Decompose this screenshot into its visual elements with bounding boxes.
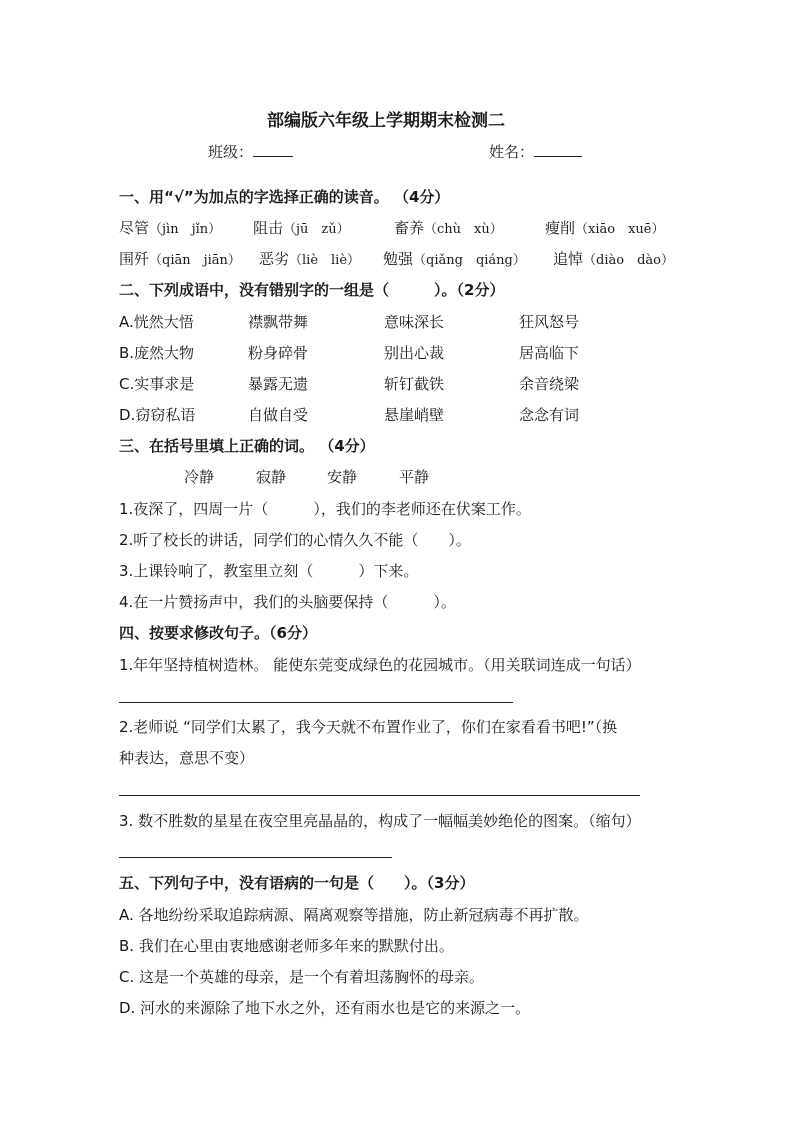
- section-5-heading: 五、下列句子中，没有语病的一句是（ ）。（3分）: [119, 874, 475, 892]
- pinyin-options[interactable]: （qiǎng qiáng）: [413, 253, 526, 268]
- pinyin-options[interactable]: （liè liè）: [289, 253, 361, 268]
- pinyin-item: [119, 217, 221, 238]
- pinyin-options[interactable]: （jìn jǐn）: [149, 222, 222, 237]
- answer-line-1[interactable]: [119, 702, 513, 703]
- name-blank[interactable]: [534, 156, 582, 157]
- word-choice: 平静: [399, 468, 430, 486]
- idiom-cell: 念念有词: [519, 406, 580, 424]
- pinyin-item: [259, 248, 360, 269]
- option-d[interactable]: D. 河水的来源除了地下水之外，还有雨水也是它的来源之一。: [119, 999, 531, 1017]
- idiom-cell[interactable]: B.庞然大物: [119, 344, 195, 362]
- pinyin-item: [119, 248, 241, 269]
- name-field: [489, 141, 582, 162]
- pinyin-options[interactable]: （jū zǔ）: [283, 222, 350, 237]
- idiom-cell: 襟飘带舞: [248, 313, 309, 331]
- rewrite-question-2: 2.老师说 “同学们太累了，我今天就不布置作业了，你们在家看看书吧!”（换: [119, 718, 618, 736]
- pinyin-item: [545, 217, 664, 238]
- pinyin-item: [253, 217, 350, 238]
- pinyin-options[interactable]: （diào dào）: [583, 253, 674, 268]
- option-b[interactable]: B. 我们在心里由衷地感谢老师多年来的默默付出。: [119, 937, 454, 955]
- idiom-cell: 别出心裁: [384, 344, 445, 362]
- pinyin-word: 勉强: [383, 250, 414, 268]
- class-field: [208, 141, 293, 162]
- idiom-cell: 暴露无遗: [248, 375, 309, 393]
- section-2-heading: 二、下列成语中，没有错别字的一组是（ ）。（2分）: [119, 281, 505, 299]
- idiom-cell: 粉身碎骨: [248, 344, 309, 362]
- fill-question-4[interactable]: 4.在一片赞扬声中，我们的头脑要保持（ ）。: [119, 593, 456, 611]
- idiom-cell: 狂风怒号: [519, 313, 580, 331]
- idiom-cell[interactable]: C.实事求是: [119, 375, 195, 393]
- section-4-heading: 四、按要求修改句子。（6分）: [119, 624, 317, 642]
- idiom-cell: 余音绕梁: [519, 375, 580, 393]
- pinyin-options[interactable]: （qiān jiān）: [149, 253, 241, 268]
- rewrite-question-2-cont: 种表达，意思不变）: [119, 749, 255, 767]
- pinyin-item: [383, 248, 526, 269]
- class-blank[interactable]: [253, 156, 293, 157]
- answer-line-3[interactable]: [119, 857, 392, 858]
- fill-question-1[interactable]: 1.夜深了，四周一片（ ），我们的李老师还在伏案工作。: [119, 500, 531, 518]
- idiom-cell: 自做自受: [248, 406, 309, 424]
- option-a[interactable]: A. 各地纷纷采取追踪病源、隔离观察等措施，防止新冠病毒不再扩散。: [119, 906, 589, 924]
- idiom-cell: 居高临下: [519, 344, 580, 362]
- pinyin-word: 追悼: [553, 250, 584, 268]
- idiom-cell: 斩钉截铁: [384, 375, 445, 393]
- pinyin-word: 瘦削: [545, 219, 576, 237]
- rewrite-question-1: 1.年年坚持植树造林。 能使东莞变成绿色的花园城市。（用关联词连成一句话）: [119, 656, 641, 674]
- page-title: 部编版六年级上学期期末检测二: [267, 111, 505, 131]
- pinyin-word: 阻击: [253, 219, 284, 237]
- word-choice: 寂静: [256, 468, 287, 486]
- fill-question-2[interactable]: 2.听了校长的讲话，同学们的心情久久不能（ ）。: [119, 531, 471, 549]
- idiom-cell[interactable]: A.恍然大悟: [119, 313, 194, 331]
- idiom-cell: 意味深长: [384, 313, 445, 331]
- idiom-cell[interactable]: D.窃窃私语: [119, 406, 196, 424]
- rewrite-question-3: 3. 数不胜数的星星在夜空里亮晶晶的，构成了一幅幅美妙绝伦的图案。（缩句）: [119, 812, 641, 830]
- pinyin-word: 畜养: [394, 219, 425, 237]
- section-3-heading: 三、在括号里填上正确的词。 （4分）: [119, 437, 375, 455]
- pinyin-item: [394, 217, 503, 238]
- pinyin-word: 尽管: [119, 219, 150, 237]
- option-c[interactable]: C. 这是一个英雄的母亲，是一个有着坦荡胸怀的母亲。: [119, 968, 485, 986]
- word-choice: 安静: [327, 468, 358, 486]
- answer-line-2[interactable]: [119, 795, 640, 796]
- pinyin-item: [553, 248, 674, 269]
- idiom-cell: 悬崖峭壁: [384, 406, 445, 424]
- class-label: 班级：: [208, 143, 254, 161]
- name-label: 姓名：: [489, 143, 535, 161]
- pinyin-word: 围歼: [119, 250, 150, 268]
- pinyin-word: 恶劣: [259, 250, 290, 268]
- pinyin-options[interactable]: （chù xù）: [424, 222, 503, 237]
- fill-question-3[interactable]: 3.上课铃响了，教室里立刻（ ）下来。: [119, 562, 419, 580]
- word-choice: 冷静: [184, 468, 215, 486]
- pinyin-options[interactable]: （xiāo xuē）: [575, 222, 665, 237]
- section-1-heading: 一、用“√”为加点的字选择正确的读音。 （4分）: [119, 188, 450, 206]
